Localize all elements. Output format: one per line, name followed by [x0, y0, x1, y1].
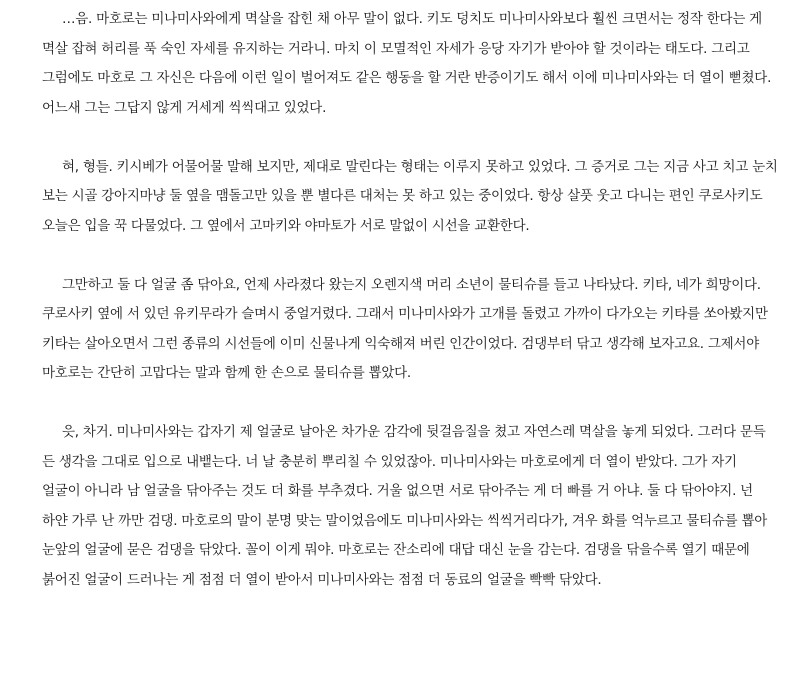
paragraph-spacer: [42, 123, 778, 153]
paragraph-2: 혀, 형들. 키시베가 어물어물 말해 보지만, 제대로 말린다는 형태는 이루지 못하고 있었다. 그 증거로 그는 지금 사고 치고 눈치 보는 시골 강아지마냥 둘 옆을 맴돌고만 있을 뿐 별다른 대처는 못 하고 있는 중이었다. 항상 살풋 웃고 다니는 편인 쿠로사키도 오늘은 입을 꾹 다물었다. 그 옆에서 고마키와 야마토가 서로 말없이 시선을 교환한다.: [42, 158, 778, 234]
paragraph-4: 읏, 차거. 미나미사와는 갑자기 제 얼굴로 날아온 차가운 감각에 뒷걸음질을 쳤고 자연스레 멱살을 놓게 되었다. 그러다 문득 든 생각을 그대로 입으로 내뱉는다. 너 날 충분히 뿌리칠 수 있었잖아. 미나미사와는 마호로에게 더 열이 받았다. 그가 자기 얼굴이 아니라 남 얼굴을 닦아주는 것도 더 화를 부추겼다. 거울 없으면 서로 닦아주는 게 더 빠를 거 아냐. 둘 다 닦아야지. 넌 하얀 가루 난 까만 검댕. 마호로의 말이 분명 맞는 말이었음에도 미나미사와는 씩씩거리다가, 겨우 화를 억누르고 물티슈를 뽑아 눈앞의 얼굴에 묻은 검댕을 닦았다. 꼴이 이게 뭐야. 마호로는 잔소리에 대답 대신 눈을 감는다. 검댕을 닦을수록 열기 때문에 붉어진 얼굴이 드러나는 게 점점 더 열이 받아서 미나미사와는 점점 더 동료의 얼굴을 빡빡 닦았다.: [42, 424, 768, 588]
paragraph-3: 그만하고 둘 다 얼굴 좀 닦아요, 언제 사라졌다 왔는지 오렌지색 머리 소년이 물티슈를 들고 나타났다. 키타, 네가 희망이다. 쿠로사키 옆에 서 있던 유키무라가 슬며시 중얼거렸다. 그래서 미나미사와가 고개를 돌렸고 가까이 다가오는 키타를 쏘아봤지만 키타는 살아오면서 그런 종류의 시선들에 이미 신물나게 익숙해져 버린 인간이었다. 검댕부터 닦고 생각해 보자고요. 그제서야 마호로는 간단히 고맙다는 말과 함께 한 손으로 물티슈를 뽑았다.: [42, 276, 768, 381]
paragraph-spacer: [42, 241, 778, 271]
paragraph-1: …음. 마호로는 미나미사와에게 멱살을 잡힌 채 아무 말이 없다. 키도 덩치도 미나미사와보다 훨씬 크면서는 정작 한다는 게 멱살 잡혀 허리를 푹 숙인 자세를 유지하는 거라니. 마치 이 모멸적인 자세가 응당 자기가 받아야 할 것이라는 태도다. 그리고 그럼에도 마호로 그 자신은 다음에 이런 일이 벌어져도 같은 행동을 할 거란 반증이기도 해서 이에 미나미사와는 더 열이 뻗쳤다. 어느새 그는 그답지 않게 거세게 씩씩대고 있었다.: [42, 11, 772, 116]
paragraph-spacer: [42, 389, 778, 419]
